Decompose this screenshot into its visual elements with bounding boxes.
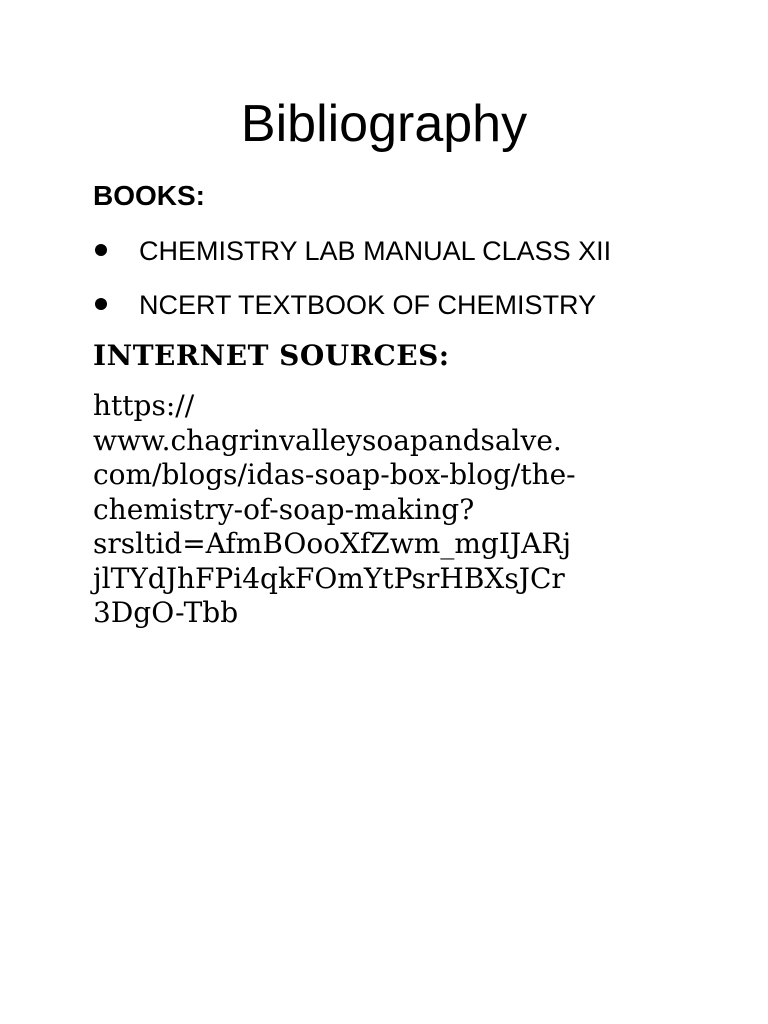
url-line: www.chagrinvalleysoapandsalve.: [93, 423, 562, 457]
url-line: chemistry-of-soap-making?: [93, 492, 475, 526]
book-title: NCERT TEXTBOOK OF CHEMISTRY: [139, 290, 597, 320]
source-url: [93, 389, 693, 631]
bullet-icon: [95, 298, 107, 310]
list-item: [93, 286, 611, 340]
book-list: [93, 232, 611, 340]
url-line: jlTYdJhFPi4qkFOmYtPsrHBXsJCr: [93, 561, 565, 595]
url-line: 3DgO-Tbb: [93, 596, 239, 629]
list-item: [93, 232, 611, 286]
bullet-icon: [95, 244, 107, 256]
url-line: srsltid=AfmBOooXfZwm_mgIJARj: [93, 527, 572, 560]
page-title: Bibliography: [240, 95, 528, 153]
internet-sources-heading: INTERNET SOURCES:: [93, 339, 450, 372]
url-line: https://: [93, 389, 195, 422]
book-title: CHEMISTRY LAB MANUAL CLASS XII: [139, 236, 612, 266]
books-heading: BOOKS:: [93, 180, 205, 211]
url-line: com/blogs/idas-soap-box-blog/the-: [93, 458, 576, 491]
